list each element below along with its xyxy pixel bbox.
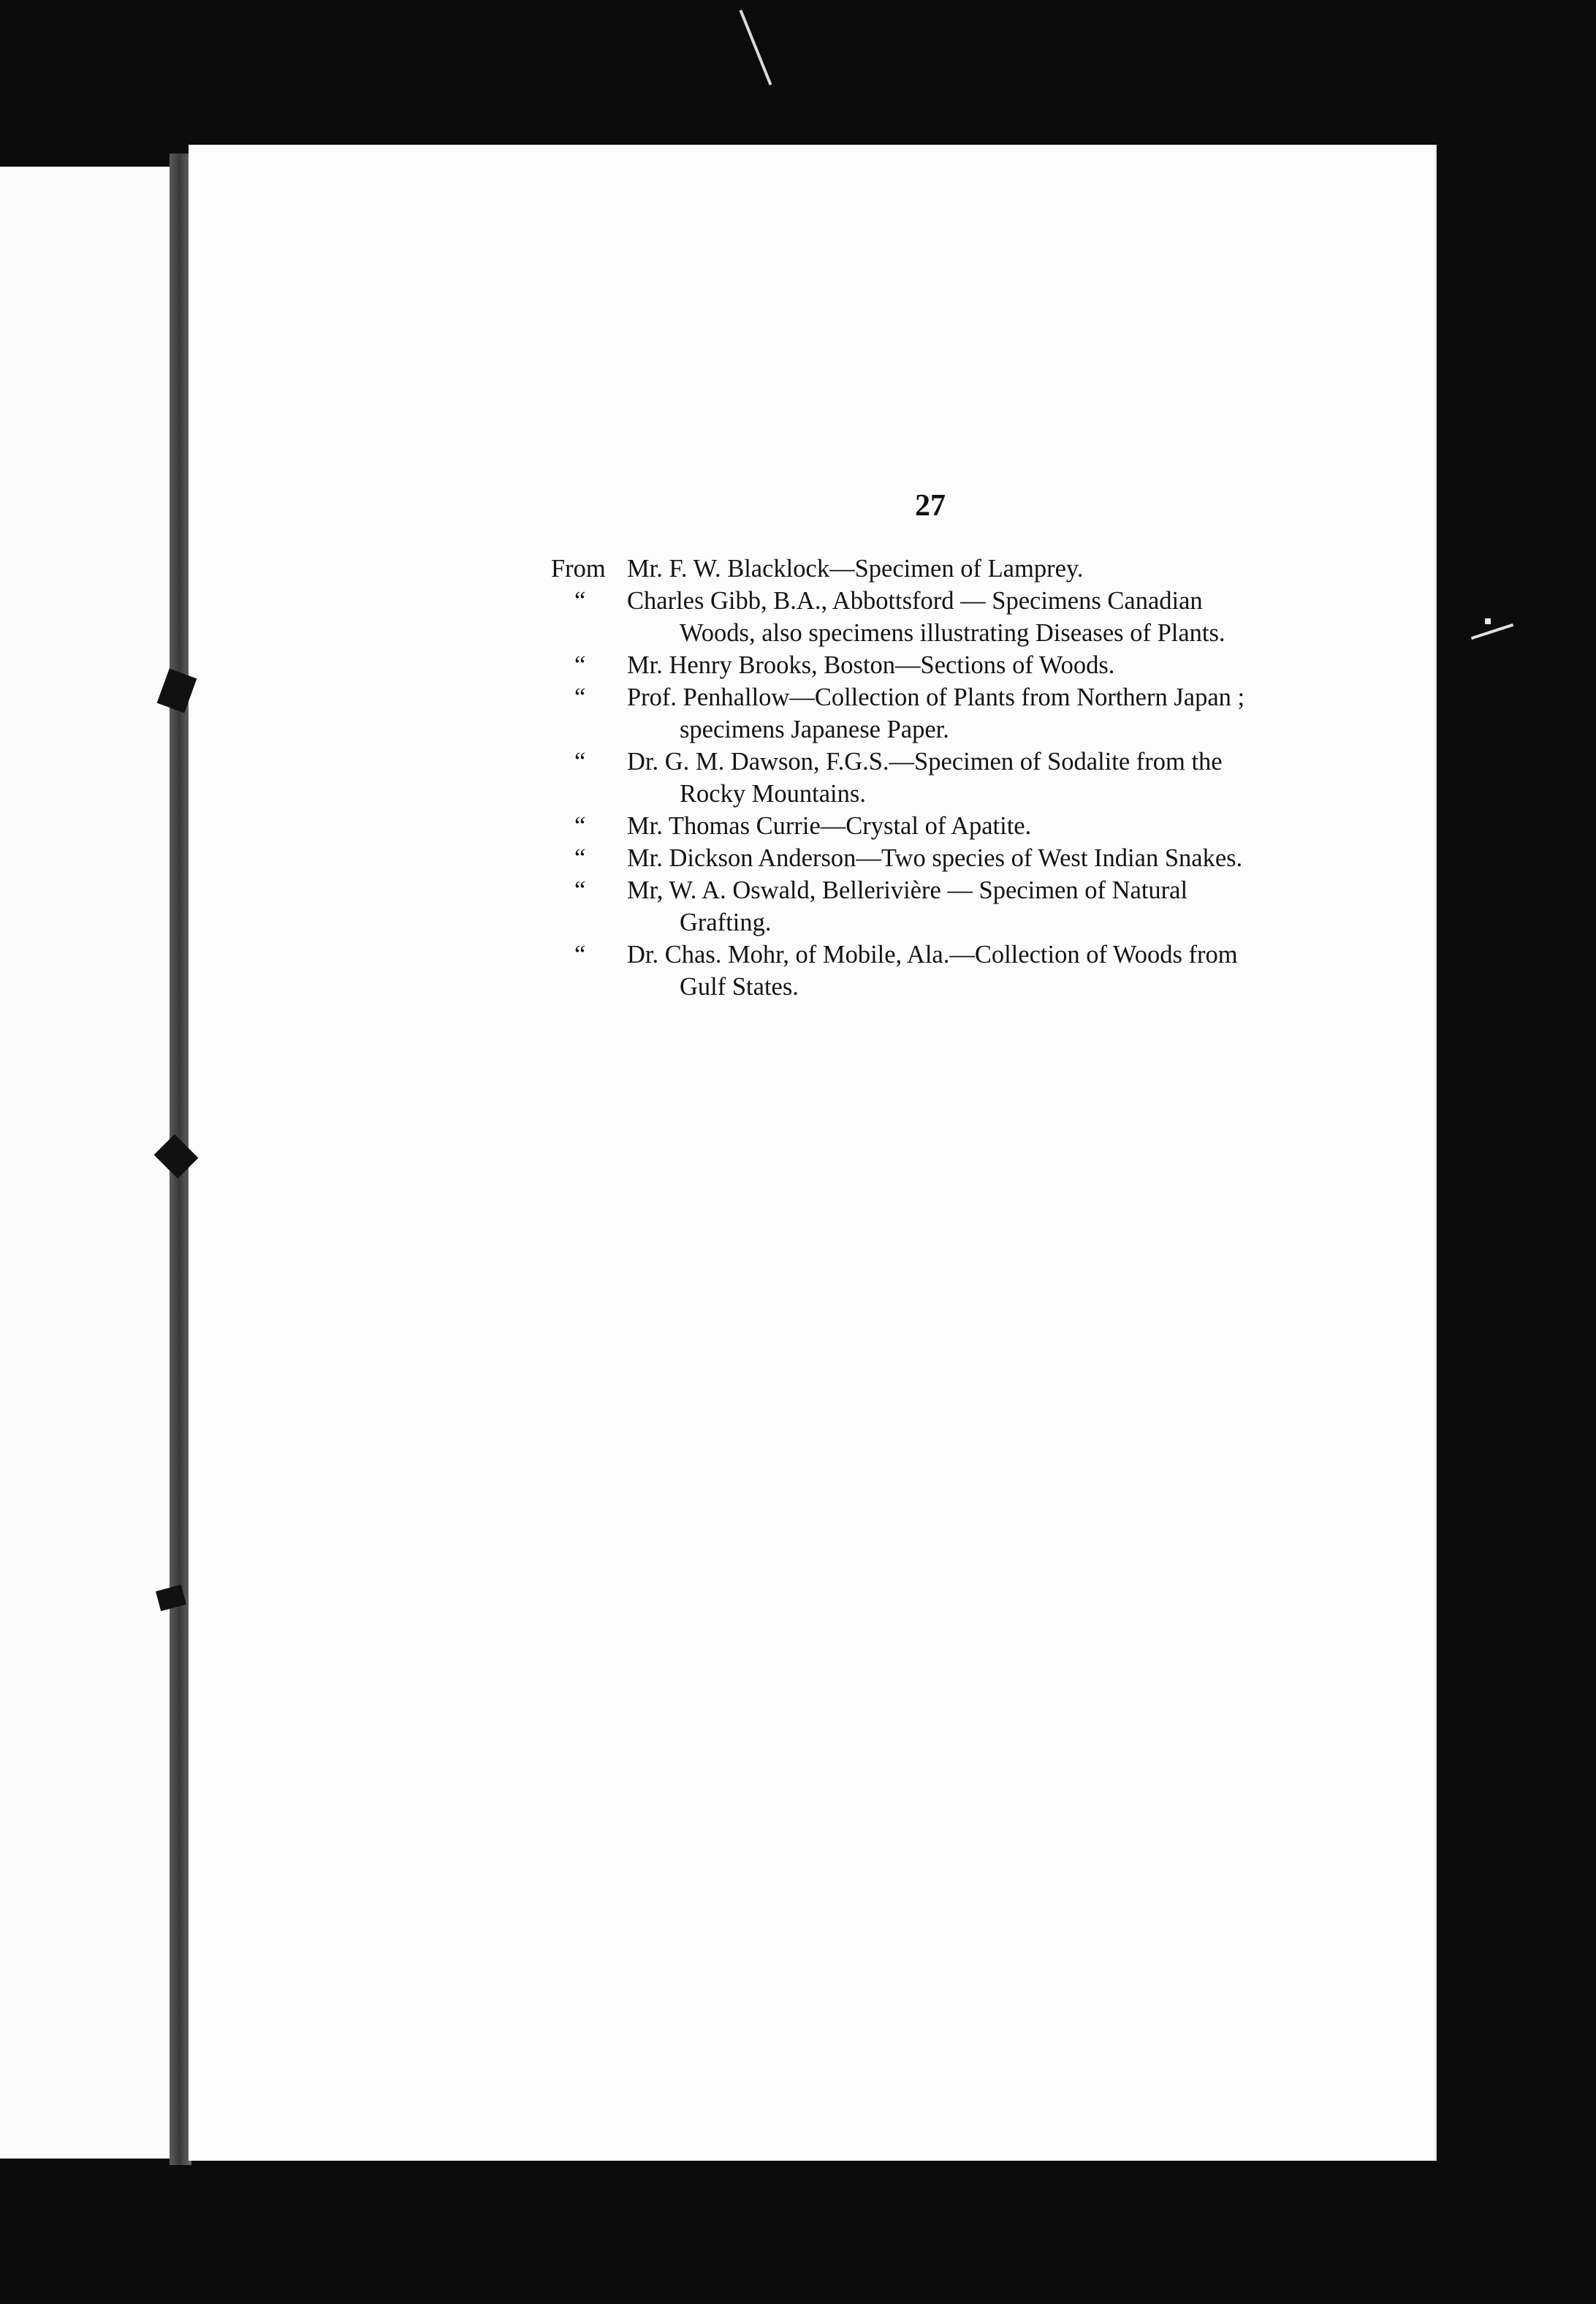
list-item <box>551 842 1326 874</box>
entry-text: Dr. G. M. Dawson, F.G.S.—Specimen of Sodalite from the <box>627 748 1223 776</box>
entry-continuation: Rocky Mountains. <box>680 780 866 808</box>
entry-continuation: Woods, also specimens illustrating Diseases of Plants. <box>680 619 1226 647</box>
ditto-mark: “ <box>574 876 586 904</box>
entry-lead: From <box>551 555 606 583</box>
entry-text: Mr. F. W. Blacklock—Specimen of Lamprey. <box>627 555 1084 583</box>
scan-speck <box>740 10 772 85</box>
list-item <box>551 746 1326 810</box>
ditto-mark: “ <box>574 587 586 615</box>
entry-text: Mr. Henry Brooks, Boston—Sections of Woods. <box>627 651 1115 679</box>
facing-page <box>0 167 170 2159</box>
scan-speck <box>1471 624 1513 640</box>
entry-text: Mr, W. A. Oswald, Bellerivière — Specimen of Natural <box>627 876 1188 904</box>
ditto-mark: “ <box>574 651 586 679</box>
ditto-mark: “ <box>574 683 586 711</box>
page-sheet <box>189 145 1435 2161</box>
list-item <box>551 585 1326 649</box>
entry-continuation: Grafting. <box>680 909 772 936</box>
page-number: 27 <box>915 489 946 523</box>
ditto-mark: “ <box>574 748 586 776</box>
entry-text: Mr. Thomas Currie—Crystal of Apatite. <box>627 812 1032 840</box>
entry-continuation: Gulf States. <box>680 973 799 1001</box>
entry-continuation: specimens Japanese Paper. <box>680 716 949 743</box>
list-item <box>551 681 1326 746</box>
scan-speck <box>1485 618 1491 624</box>
entry-text: Mr. Dickson Anderson—Two species of West Indian Snakes. <box>627 844 1243 872</box>
ditto-mark: “ <box>574 844 586 872</box>
ditto-mark: “ <box>574 812 586 840</box>
ditto-mark: “ <box>574 941 586 969</box>
list-item <box>551 553 1326 585</box>
entry-text: Dr. Chas. Mohr, of Mobile, Ala.—Collection of Woods from <box>627 941 1238 969</box>
entry-text: Charles Gibb, B.A., Abbottsford — Specimens Canadian <box>627 587 1203 615</box>
donation-list <box>551 553 1326 1003</box>
list-item <box>551 810 1326 842</box>
entry-text: Prof. Penhallow—Collection of Plants from Northern Japan ; <box>627 683 1245 711</box>
list-item <box>551 649 1326 681</box>
list-item <box>551 874 1326 939</box>
list-item <box>551 939 1326 1003</box>
